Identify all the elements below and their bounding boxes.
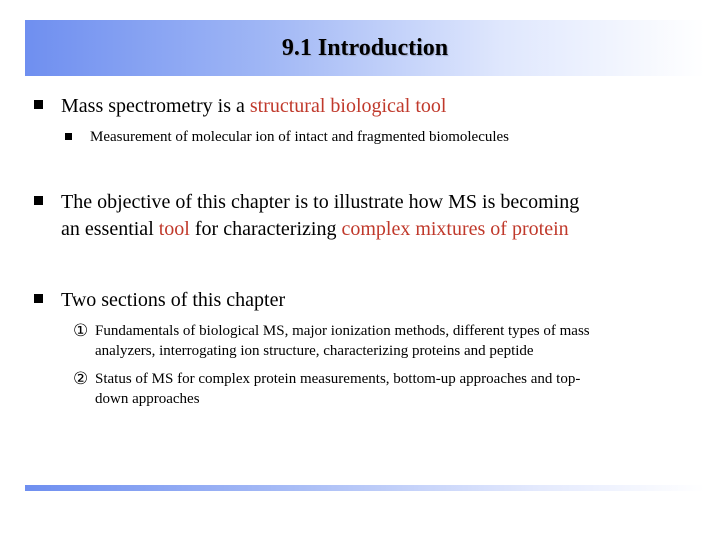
numbered-item-1-line-1: Fundamentals of biological MS, major ionization methods, different types of mass xyxy=(95,323,590,339)
bullet-3-text: Two sections of this chapter xyxy=(61,289,286,311)
numbered-item-1 xyxy=(73,321,590,361)
sub-bullet-1-text: Measurement of molecular ion of intact and fragmented biomolecules xyxy=(90,129,510,145)
bullet-2-line-2 xyxy=(61,216,579,243)
bullet-2 xyxy=(34,189,579,243)
title-bar xyxy=(25,20,705,76)
bullet-1-text xyxy=(61,93,446,120)
numbered-item-2-line-2: down approaches xyxy=(95,391,200,407)
numbered-item-2-text xyxy=(95,369,580,409)
bullet-2-highlight-tool: tool xyxy=(158,218,190,240)
bullet-2-line-1: The objective of this chapter is to illustrate how MS is becoming xyxy=(61,191,580,213)
bullet-2-pre: an essential xyxy=(61,218,159,240)
slide-title: 9.1 Introduction xyxy=(281,35,449,61)
bullet-1-highlight: structural biological tool xyxy=(249,95,447,117)
square-bullet-icon xyxy=(65,133,72,140)
square-bullet-icon xyxy=(34,196,43,205)
numbered-item-1-text xyxy=(95,321,590,361)
bullet-1-pre: Mass spectrometry is a xyxy=(61,95,250,117)
bullet-3 xyxy=(34,287,285,314)
circled-two-marker: ② xyxy=(73,369,89,388)
numbered-item-1-line-2: analyzers, interrogating ion structure, characterizing proteins and peptide xyxy=(95,343,534,359)
bullet-2-mid: for characterizing xyxy=(189,218,342,240)
bullet-2-text xyxy=(61,189,579,243)
circled-one-marker: ① xyxy=(73,321,89,340)
bottom-divider-bar xyxy=(25,485,705,491)
bullet-1 xyxy=(34,93,446,120)
square-bullet-icon xyxy=(34,294,43,303)
numbered-item-2-line-1: Status of MS for complex protein measurements, bottom-up approaches and top- xyxy=(95,371,581,387)
bullet-2-highlight-mixtures: complex mixtures of protein xyxy=(341,218,569,240)
sub-bullet-1 xyxy=(65,128,509,147)
square-bullet-icon xyxy=(34,100,43,109)
numbered-item-2 xyxy=(73,369,580,409)
